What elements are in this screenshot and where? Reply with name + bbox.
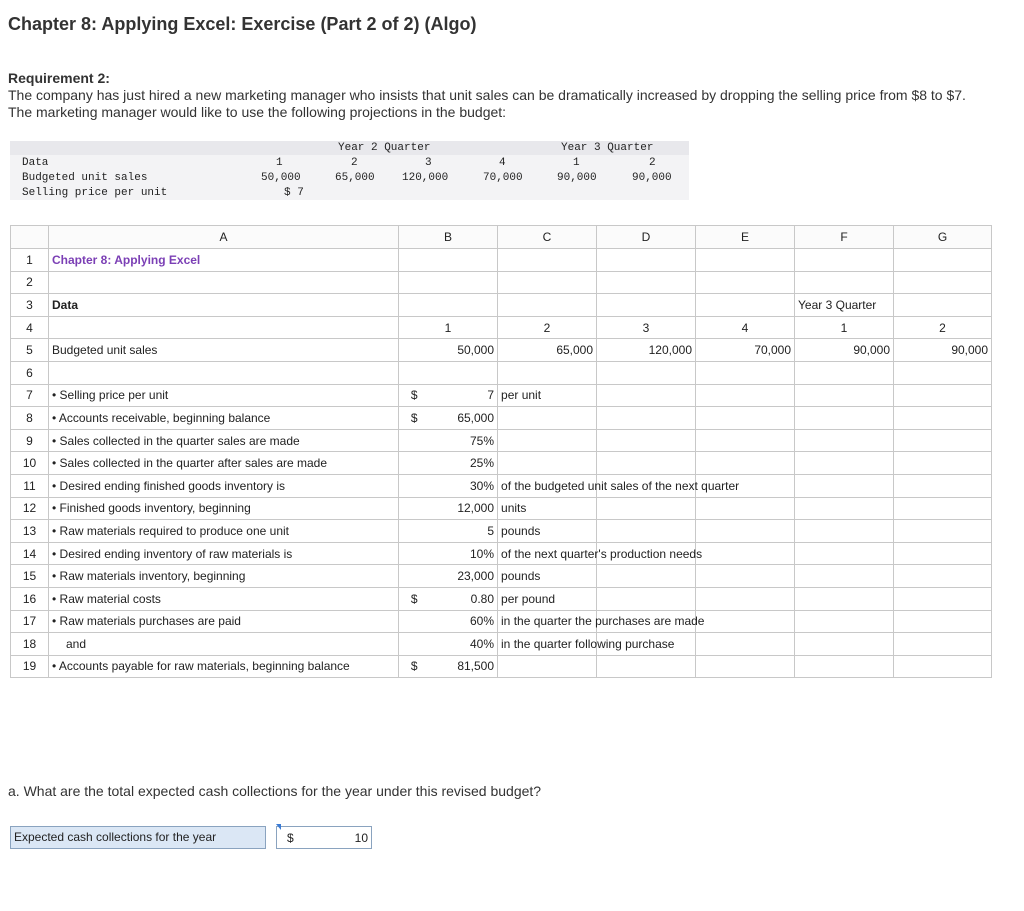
data-box	[10, 141, 689, 200]
sheet-row	[11, 542, 992, 565]
row-number: 8	[11, 407, 49, 430]
year3-header: Year 3 Quarter	[561, 142, 654, 154]
dollar-sign: $	[399, 384, 430, 407]
unit-sales-cell[interactable]: 70,000	[696, 339, 795, 362]
column-header: B	[399, 226, 498, 249]
requirement-text: The company has just hired a new marketing manager who insists that unit sales can be dramatically increased by dropping the selling price from $8 to $7. The marketing manager would like to use the following projections in the budget:	[8, 87, 966, 120]
dollar-sign: $	[399, 587, 430, 610]
row-number: 5	[11, 339, 49, 362]
sheet-row	[11, 294, 992, 317]
column-header-row	[11, 226, 992, 249]
assumption-label: • Desired ending inventory of raw materials is	[49, 542, 399, 565]
answer-label: Expected cash collections for the year	[10, 826, 266, 849]
unit-sales-cell[interactable]: 90,000	[894, 339, 992, 362]
quarter-cell[interactable]: 1	[795, 316, 894, 339]
sheet-row	[11, 361, 992, 384]
assumption-label: • Raw materials required to produce one unit	[49, 520, 399, 543]
row-number: 19	[11, 655, 49, 678]
assumption-label: • Sales collected in the quarter after sales are made	[49, 452, 399, 475]
assumption-label: • Raw materials purchases are paid	[49, 610, 399, 633]
row-number: 16	[11, 587, 49, 610]
assumption-label: • Accounts payable for raw materials, beginning balance	[49, 655, 399, 678]
sheet-row	[11, 520, 992, 543]
quarter-cell[interactable]: 1	[399, 316, 498, 339]
unit-sales-value: 70,000	[483, 172, 523, 184]
quarter-number: 3	[425, 157, 432, 169]
row-number: 3	[11, 294, 49, 317]
sheet-row	[11, 339, 992, 362]
answer-value: 10	[354, 831, 368, 845]
question-text: a. What are the total expected cash collections for the year under this revised budget?	[8, 783, 542, 799]
corner-cell	[11, 226, 49, 249]
dollar-sign	[399, 429, 430, 452]
unit-sales-value: 50,000	[261, 172, 301, 184]
unit-sales-value: 90,000	[557, 172, 597, 184]
row-number: 1	[11, 249, 49, 272]
assumption-value[interactable]: 65,000	[430, 407, 498, 430]
row-number: 10	[11, 452, 49, 475]
sheet-row	[11, 655, 992, 678]
unit-sales-value: 65,000	[335, 172, 375, 184]
unit-sales-label: Budgeted unit sales	[22, 172, 148, 184]
quarter-number: 2	[649, 157, 656, 169]
quarter-cell[interactable]: 4	[696, 316, 795, 339]
assumption-value[interactable]: 81,500	[430, 655, 498, 678]
assumption-note: of the budgeted unit sales of the next quarter	[498, 474, 597, 497]
assumption-note: pounds	[498, 520, 597, 543]
quarter-cell[interactable]: 2	[498, 316, 597, 339]
assumption-label: • Sales collected in the quarter sales are made	[49, 429, 399, 452]
row-number: 17	[11, 610, 49, 633]
quarter-cell[interactable]: 2	[894, 316, 992, 339]
assumption-label: • Accounts receivable, beginning balance	[49, 407, 399, 430]
assumption-note: in the quarter following purchase	[498, 633, 597, 656]
dollar-sign	[399, 565, 430, 588]
row-number: 13	[11, 520, 49, 543]
sheet-row	[11, 316, 992, 339]
dollar-sign	[399, 520, 430, 543]
column-header: F	[795, 226, 894, 249]
unit-sales-cell[interactable]: 65,000	[498, 339, 597, 362]
unit-sales-cell[interactable]: 120,000	[597, 339, 696, 362]
sheet-title: Chapter 8: Applying Excel	[49, 249, 399, 272]
assumption-note	[498, 655, 597, 678]
price-label: Selling price per unit	[22, 187, 168, 199]
assumption-value[interactable]: 12,000	[430, 497, 498, 520]
dollar-sign	[399, 542, 430, 565]
answer-row	[10, 826, 372, 849]
dollar-sign	[399, 497, 430, 520]
assumption-note: per pound	[498, 587, 597, 610]
dollar-sign	[399, 452, 430, 475]
assumption-note: units	[498, 497, 597, 520]
dollar-sign: $	[399, 407, 430, 430]
assumption-note: of the next quarter's production needs	[498, 542, 597, 565]
price-value: $ 7	[284, 187, 304, 199]
dollar-sign	[399, 610, 430, 633]
sheet-row	[11, 271, 992, 294]
row-number: 11	[11, 474, 49, 497]
sheet-row	[11, 407, 992, 430]
requirement-heading: Requirement 2:	[8, 70, 110, 86]
assumption-note	[498, 429, 597, 452]
dollar-sign	[399, 633, 430, 656]
assumption-note	[498, 452, 597, 475]
assumption-label: and	[49, 633, 399, 656]
assumption-value[interactable]: 25%	[430, 452, 498, 475]
row-number: 2	[11, 271, 49, 294]
assumption-value[interactable]: 75%	[430, 429, 498, 452]
assumption-value[interactable]: 5	[430, 520, 498, 543]
dollar-sign	[399, 474, 430, 497]
sheet-row	[11, 497, 992, 520]
assumption-value[interactable]: 40%	[430, 633, 498, 656]
assumption-value[interactable]: 30%	[430, 474, 498, 497]
row-number: 14	[11, 542, 49, 565]
row-number: 9	[11, 429, 49, 452]
sheet-row	[11, 474, 992, 497]
quarter-number: 1	[276, 157, 283, 169]
sheet-row	[11, 565, 992, 588]
assumption-value[interactable]: 7	[430, 384, 498, 407]
assumption-label: • Finished goods inventory, beginning	[49, 497, 399, 520]
dollar-sign: $	[399, 655, 430, 678]
assumption-note: pounds	[498, 565, 597, 588]
assumption-label: • Desired ending finished goods inventory is	[49, 474, 399, 497]
sheet-row	[11, 452, 992, 475]
unit-sales-label: Budgeted unit sales	[49, 339, 399, 362]
row-number: 6	[11, 361, 49, 384]
page-title: Chapter 8: Applying Excel: Exercise (Part 2 of 2) (Algo)	[8, 14, 477, 34]
row-number: 12	[11, 497, 49, 520]
assumption-note: per unit	[498, 384, 597, 407]
year3-quarter-label: Year 3 Quarter	[795, 294, 894, 317]
year2-header: Year 2 Quarter	[338, 142, 431, 154]
row-number: 4	[11, 316, 49, 339]
sheet-row	[11, 249, 992, 272]
column-header: C	[498, 226, 597, 249]
data-heading: Data	[49, 294, 399, 317]
assumption-value[interactable]: 23,000	[430, 565, 498, 588]
unit-sales-cell[interactable]: 90,000	[795, 339, 894, 362]
assumption-value[interactable]: 10%	[430, 542, 498, 565]
assumption-label: • Selling price per unit	[49, 384, 399, 407]
unit-sales-value: 90,000	[632, 172, 672, 184]
quarter-number: 4	[499, 157, 506, 169]
unit-sales-value: 120,000	[402, 172, 449, 184]
sheet-row	[11, 384, 992, 407]
assumption-label: • Raw materials inventory, beginning	[49, 565, 399, 588]
quarter-number: 1	[573, 157, 580, 169]
quarter-number: 2	[351, 157, 358, 169]
row-number: 15	[11, 565, 49, 588]
column-header: G	[894, 226, 992, 249]
column-header: D	[597, 226, 696, 249]
sheet-row	[11, 587, 992, 610]
quarter-cell[interactable]: 3	[597, 316, 696, 339]
answer-input[interactable]	[276, 826, 372, 849]
flag-marker-icon	[276, 824, 281, 830]
assumption-value[interactable]: 60%	[430, 610, 498, 633]
assumption-label: • Raw material costs	[49, 587, 399, 610]
sheet-row	[11, 633, 992, 656]
assumption-note: in the quarter the purchases are made	[498, 610, 597, 633]
sheet-row	[11, 610, 992, 633]
data-label: Data	[22, 157, 49, 169]
spreadsheet	[10, 225, 992, 678]
assumption-value[interactable]: 0.80	[430, 587, 498, 610]
column-header: A	[49, 226, 399, 249]
row-number: 7	[11, 384, 49, 407]
unit-sales-cell[interactable]: 50,000	[399, 339, 498, 362]
column-header: E	[696, 226, 795, 249]
assumption-note	[498, 407, 597, 430]
currency-sign: $	[287, 831, 294, 845]
sheet-row	[11, 429, 992, 452]
row-number: 18	[11, 633, 49, 656]
